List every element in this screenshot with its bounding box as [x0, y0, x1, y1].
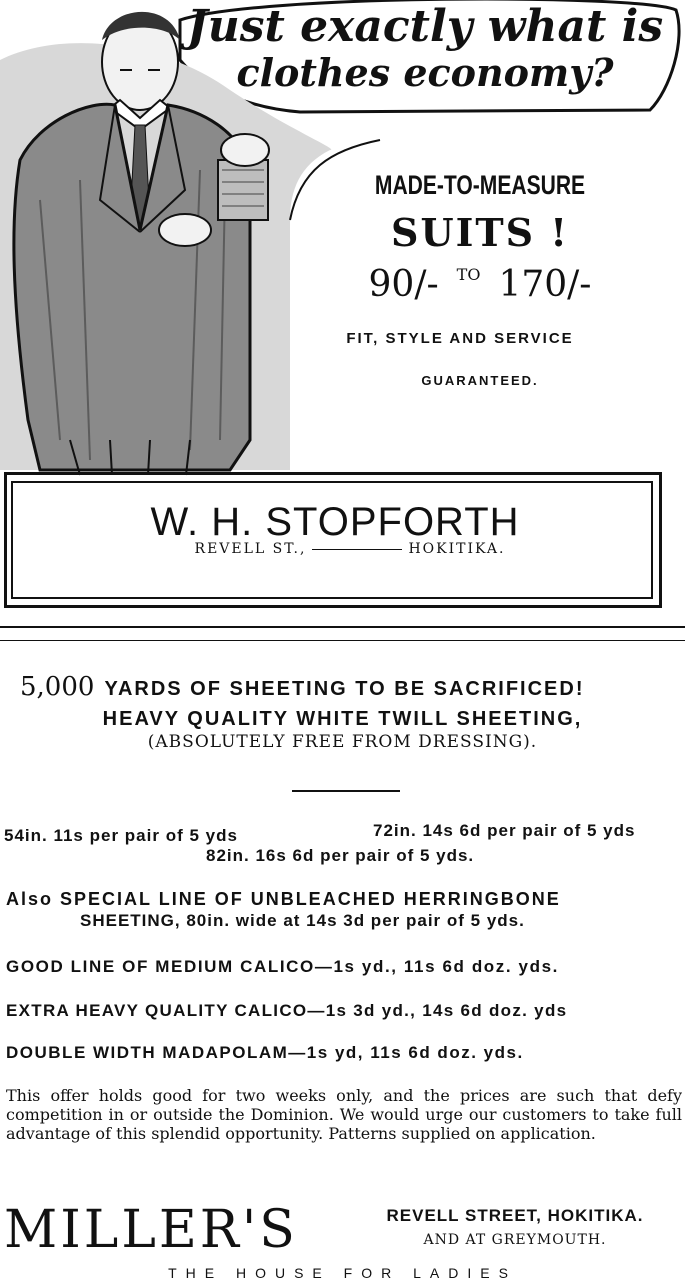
merchant-name: W. H. STOPFORTH: [150, 500, 520, 544]
offer-paragraph: This offer holds good for two weeks only, and the prices are such that defy competition in or outside the Dominion. We would urge our customers to take full advantage of this splendid opportunity. Patterns supplied on application.: [6, 1086, 682, 1143]
heavy-quality-line: HEAVY QUALITY WHITE TWILL SHEETING,: [102, 708, 583, 730]
price-to: TO: [456, 265, 481, 284]
price-82in: 82in. 16s 6d per pair of 5 yds.: [206, 846, 475, 865]
price-high: 170/-: [498, 264, 592, 305]
special-line-1: Also SPECIAL LINE OF UNBLEACHED HERRINGBONE: [6, 889, 561, 909]
suits-heading: SUITS !: [391, 210, 569, 255]
merchant-town: HOKITIKA.: [408, 541, 506, 557]
address-dash: [312, 549, 402, 550]
guaranteed-text: GUARANTEED.: [421, 373, 539, 388]
merchant-street: REVELL ST.,: [194, 541, 307, 557]
store-name: MILLER'S: [4, 1200, 298, 1260]
short-divider: [292, 790, 400, 792]
absolutely-free-line: (ABSOLUTELY FREE FROM DRESSING).: [147, 732, 538, 752]
ad-separator-rule: [0, 626, 685, 628]
headline-line-2: clothes economy?: [236, 50, 614, 95]
fit-style-service: FIT, STYLE AND SERVICE: [346, 330, 574, 347]
sheeting-headline-text: YARDS OF SHEETING TO BE SACRIFICED!: [104, 678, 585, 700]
special-line-2: SHEETING, 80in. wide at 14s 3d per pair of 5 yds.: [80, 911, 525, 930]
merchant-address: [0, 541, 685, 557]
store-tagline: THE HOUSE FOR LADIES: [168, 1265, 517, 1281]
made-to-measure-heading: MADE-TO-MEASURE: [374, 170, 586, 200]
store-branch: AND AT GREYMOUTH.: [423, 1232, 607, 1248]
price-low: 90/-: [368, 264, 439, 305]
sheeting-headline: [20, 672, 680, 702]
price-72in: 72in. 14s 6d per pair of 5 yds: [373, 821, 636, 840]
ad-headline: [180, 1, 670, 96]
store-address: REVELL STREET, HOKITIKA.: [386, 1206, 644, 1225]
ad-separator-rule-thin: [0, 640, 685, 641]
headline-line-1: Just exactly what is: [186, 1, 664, 52]
calico-medium-line: GOOD LINE OF MEDIUM CALICO—1s yd., 11s 6d doz. yds.: [6, 957, 559, 976]
suit-price-range: [330, 264, 630, 305]
madapolam-line: DOUBLE WIDTH MADAPOLAM—1s yd, 11s 6d doz. yds.: [6, 1043, 524, 1062]
sheeting-amount: 5,000: [20, 672, 95, 702]
price-54in: 54in. 11s per pair of 5 yds: [4, 826, 238, 845]
calico-extra-line: EXTRA HEAVY QUALITY CALICO—1s 3d yd., 14s 6d doz. yds: [6, 1001, 568, 1020]
